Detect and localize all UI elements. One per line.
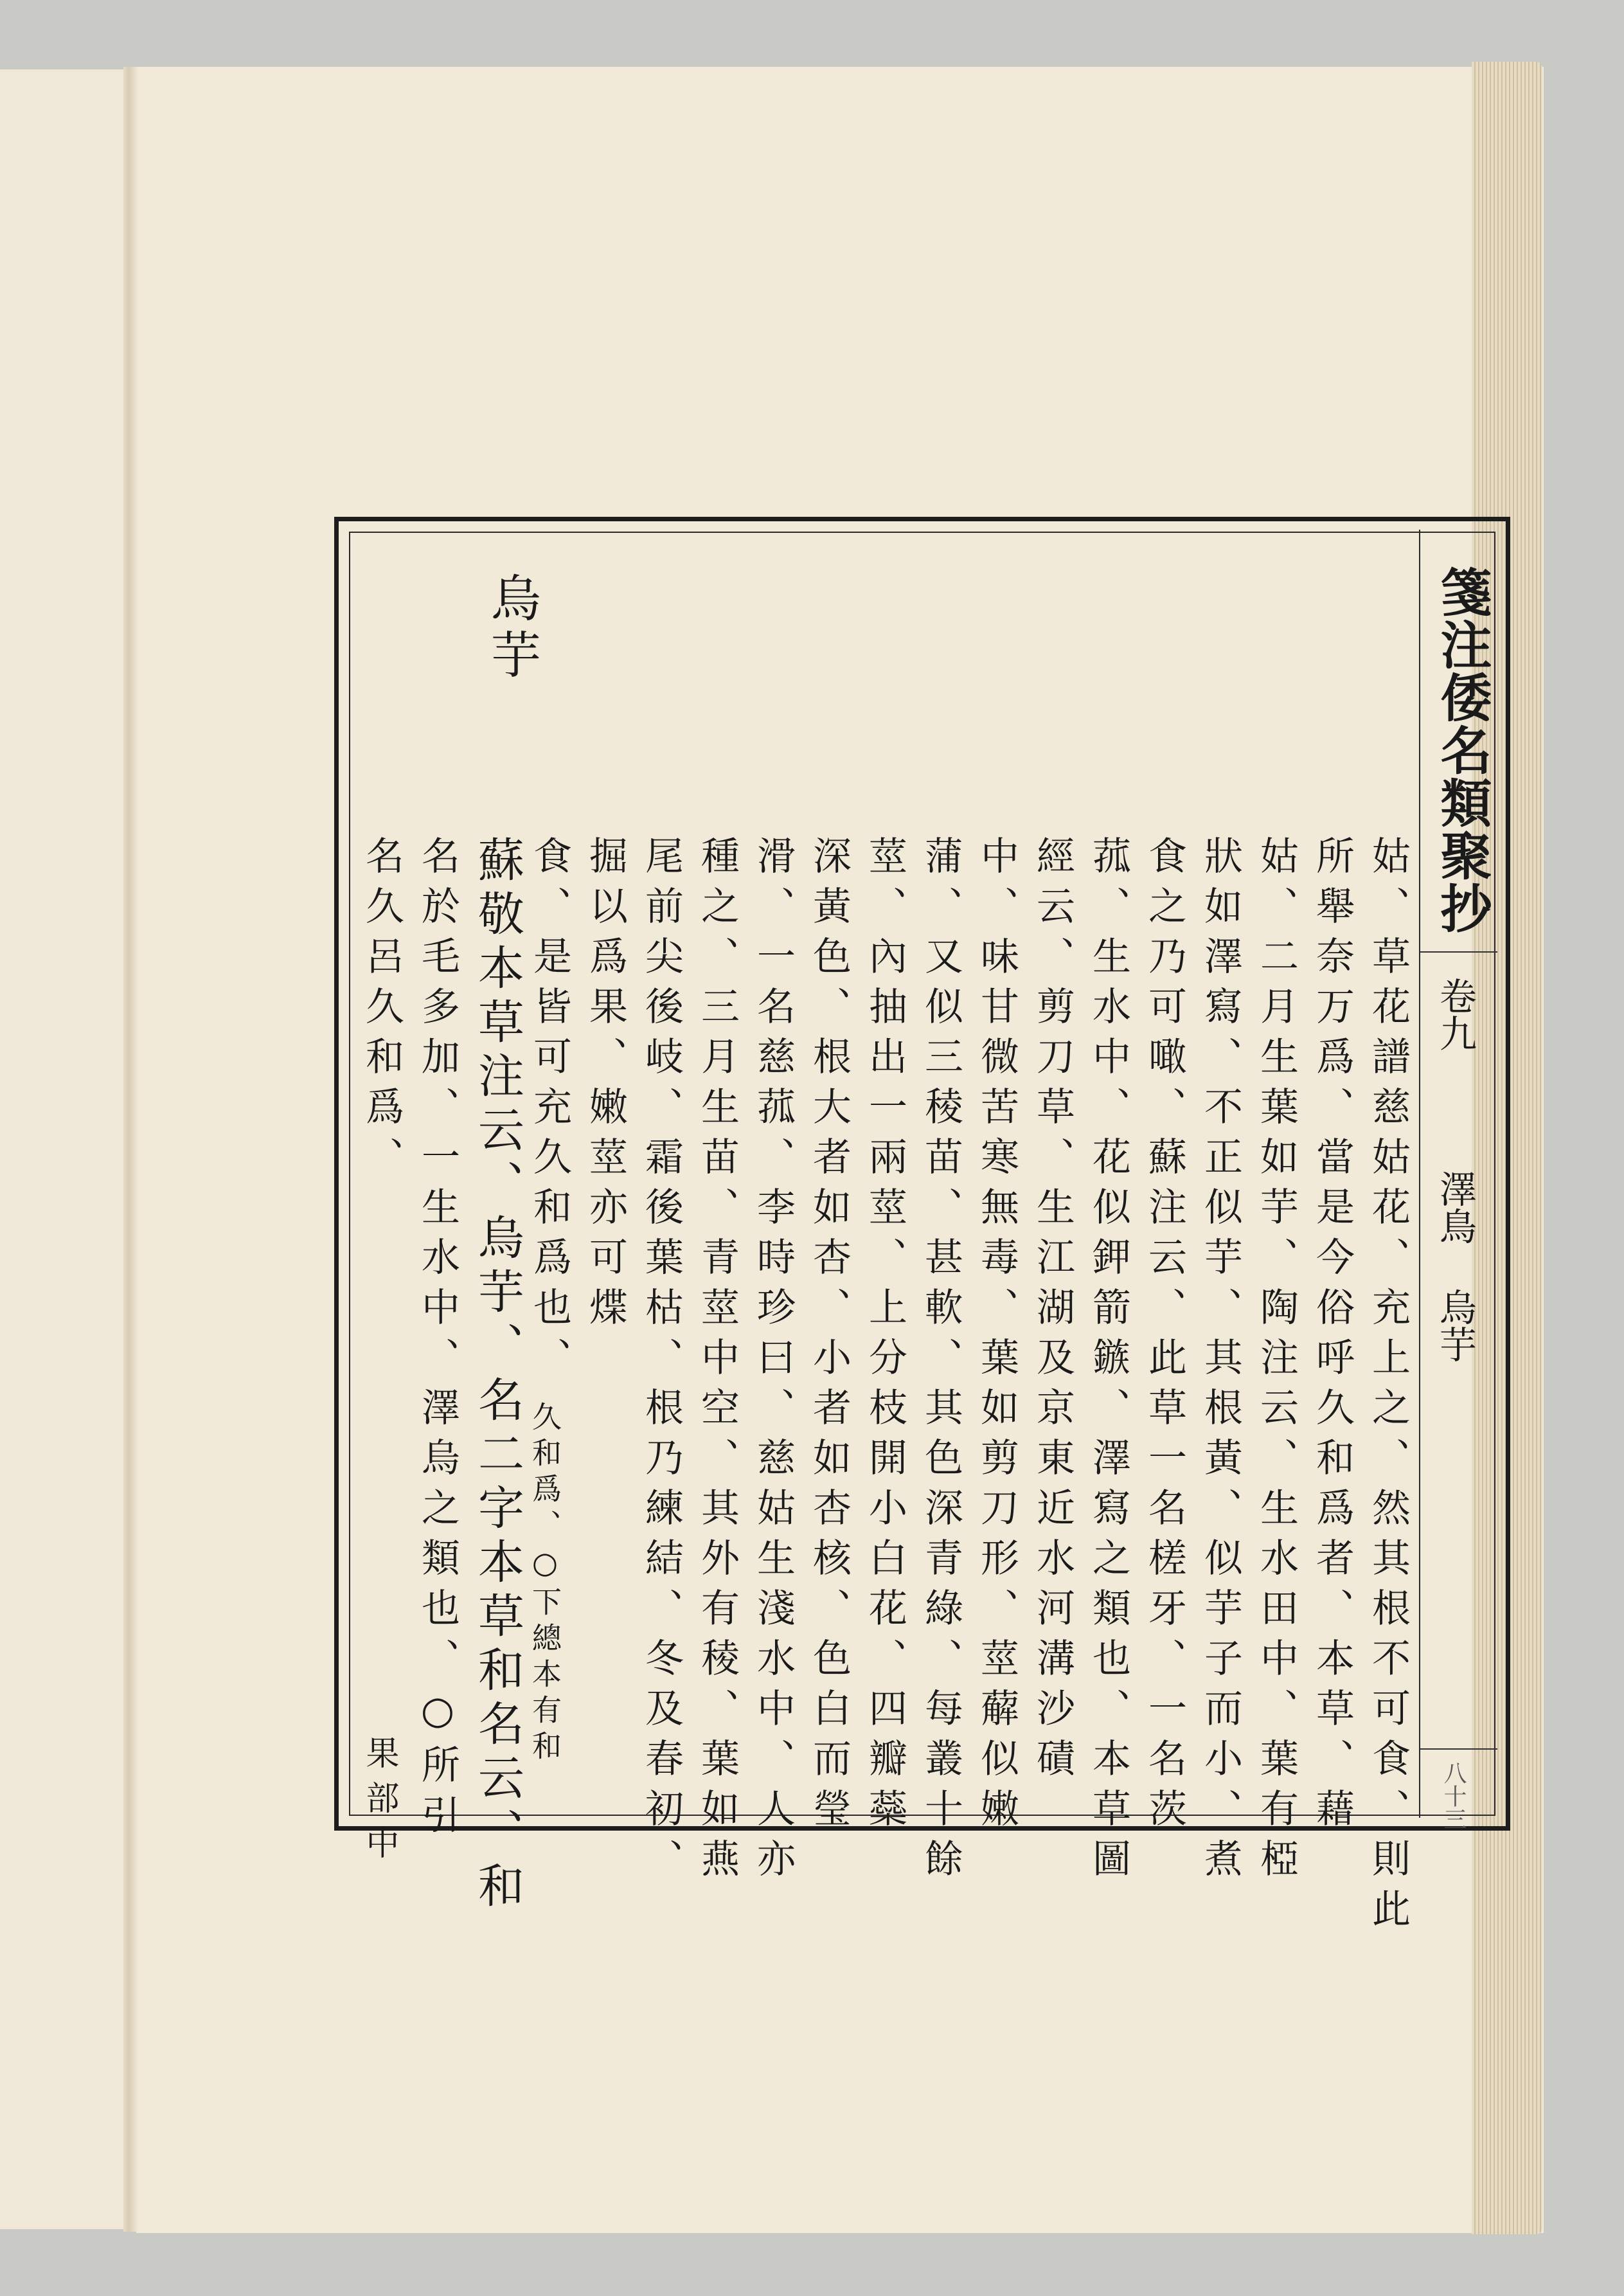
spine-rule-top (1420, 951, 1497, 953)
page-number: 八十三 (1440, 1761, 1467, 1831)
text-column-2: 所舉奈万爲、當是今俗呼久和爲者、本草、藉 (1310, 836, 1355, 1838)
text-column-17: 蘇敬本草注云、烏芋、名二字本草和名云、和 (470, 836, 524, 1915)
text-column-11: 深黃色、根大者如杏、小者如杏核、色白而瑩 (807, 836, 852, 1838)
text-column-7: 經云、剪刀草、生江湖及京東近水河溝沙磧 (1030, 836, 1075, 1788)
spine-divider (1419, 530, 1420, 1818)
text-column-1: 姑、草花譜慈姑花、充上之、然其根不可食、則此 (1366, 836, 1411, 1939)
text-column-15: 掘以爲果、嫩莖亦可煠 (583, 836, 628, 1337)
book-gutter (123, 67, 138, 2232)
text-column-5: 食之乃可噉、蘇注云、此草一名槎牙、一名茨 (1142, 836, 1187, 1838)
text-column-16: 食、是皆可充久和爲也、 (527, 836, 572, 1387)
book-title: 箋注倭名類聚抄 (1432, 566, 1492, 935)
text-column-10: 莖、內抽出一兩莖、上分枝開小白花、四瓣蘂 (862, 836, 907, 1838)
volume-label: 卷九 (1433, 977, 1477, 1052)
entry-heading: 烏芋 (483, 572, 540, 685)
spine-rule-bottom (1420, 1748, 1497, 1750)
text-column-19: 名久呂久和爲、 (359, 836, 404, 1187)
annotation-note: 久和爲、○下總本有和 (528, 1401, 562, 1766)
left-page (0, 69, 127, 2229)
text-column-6: 菰、生水中、花似鉀箭鏃、澤寫之類也、本草圖 (1086, 836, 1131, 1888)
text-column-14: 尾前尖後岐、霜後葉枯、根乃練結、冬及春初、 (639, 836, 684, 1888)
annotation-fruit-section: 果部中 (360, 1735, 398, 1870)
text-column-4: 狀如澤寫、不正似芋、其根黃、似芋子而小、煮 (1198, 836, 1243, 1888)
text-column-12: 滑、一名慈菰、李時珍曰、慈姑生淺水中、人亦 (751, 836, 796, 1888)
text-column-13: 種之、三月生苗、青莖中空、其外有稜、葉如燕 (695, 836, 740, 1888)
text-column-18: 名於毛多加、一生水中、澤烏之類也、○所引 (415, 836, 460, 1845)
text-column-8: 中、味甘微苦寒無毒、葉如剪刀形、莖薢似嫩 (974, 836, 1019, 1838)
text-column-3: 姑、二月生葉如芋、陶注云、生水田中、葉有椏 (1254, 836, 1299, 1888)
text-column-9: 蒲、又似三稜苗、甚軟、其色深青綠、每叢十餘 (918, 836, 963, 1888)
section-label: 澤鳥 烏芋 (1433, 1170, 1477, 1363)
